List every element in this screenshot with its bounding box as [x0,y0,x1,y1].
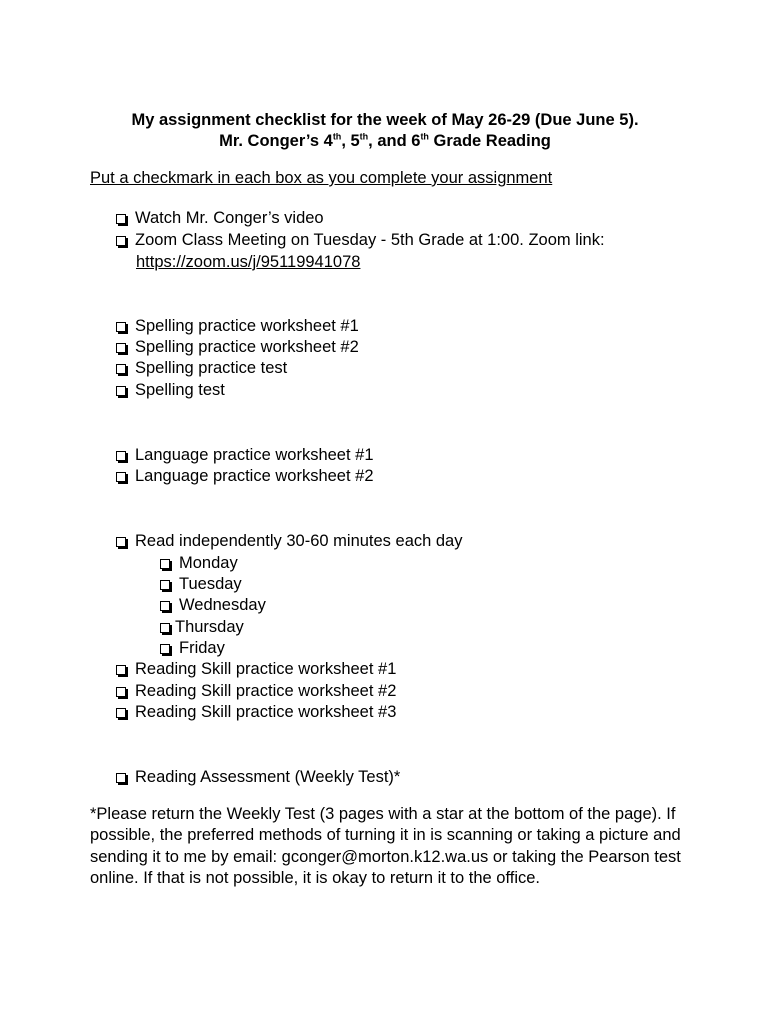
checklist-item-language-1[interactable]: Language practice worksheet #1 [116,445,374,466]
checkbox-icon[interactable] [116,708,126,718]
checklist-item-spelling-4[interactable]: Spelling test [116,380,225,401]
checklist-item-spelling-1[interactable]: Spelling practice worksheet #1 [116,316,359,337]
checklist-item-reading-skill-3[interactable]: Reading Skill practice worksheet #3 [116,702,396,723]
checkbox-icon[interactable] [116,364,126,374]
checklist-item-reading-skill-1[interactable]: Reading Skill practice worksheet #1 [116,659,396,680]
page-subtitle: Mr. Conger’s 4th, 5th, and 6th Grade Reading [219,131,551,150]
checkbox-icon[interactable] [116,343,126,353]
checklist-item-day-monday[interactable]: Monday [160,553,238,574]
checkbox-icon[interactable] [160,580,170,590]
page-title [0,110,770,131]
checkbox-icon[interactable] [160,559,170,569]
checklist-item-day-friday[interactable]: Friday [160,638,225,659]
checklist-item-reading-skill-2[interactable]: Reading Skill practice worksheet #2 [116,681,396,702]
checklist-item-day-wednesday[interactable]: Wednesday [160,595,266,616]
checkbox-icon[interactable] [116,322,126,332]
checklist-item-spelling-3[interactable]: Spelling practice test [116,358,287,379]
checkbox-icon[interactable] [160,623,170,633]
checkbox-icon[interactable] [116,472,126,482]
checkbox-icon[interactable] [116,773,126,783]
checkbox-icon[interactable] [116,665,126,675]
checkbox-icon[interactable] [160,644,170,654]
checkbox-icon[interactable] [116,451,126,461]
checkbox-icon[interactable] [116,687,126,697]
checklist-item-language-2[interactable]: Language practice worksheet #2 [116,466,374,487]
checklist-item-zoom[interactable]: Zoom Class Meeting on Tuesday - 5th Grade at 1:00. Zoom link: [116,230,605,251]
title-line-1: My assignment checklist for the week of May 26-29 (Due June 5). [131,111,639,129]
checkbox-icon[interactable] [116,214,126,224]
checklist-item-video[interactable]: Watch Mr. Conger’s video [116,208,324,229]
checklist-item-day-thursday[interactable]: Thursday [160,617,244,638]
checklist-item-reading[interactable]: Read independently 30-60 minutes each day [116,531,462,552]
checklist-item-assessment[interactable]: Reading Assessment (Weekly Test)* [116,767,400,788]
zoom-link[interactable]: https://zoom.us/j/95119941078 [136,253,361,271]
instruction-text: Put a checkmark in each box as you complete your assignment [90,169,553,187]
footnote-paragraph: *Please return the Weekly Test (3 pages with a star at the bottom of the page). If possible, the preferred methods of turning it in is scanning or taking a picture and sending it to me by email: gconger@morton.k12.wa.us or taking the Pearson test online. If that is not possible, it is okay to return it to the office. [90,805,681,887]
checkbox-icon[interactable] [116,236,126,246]
checkbox-icon[interactable] [116,386,126,396]
checkbox-icon[interactable] [160,601,170,611]
checklist-item-spelling-2[interactable]: Spelling practice worksheet #2 [116,337,359,358]
checklist-item-day-tuesday[interactable]: Tuesday [160,574,242,595]
checkbox-icon[interactable] [116,537,126,547]
